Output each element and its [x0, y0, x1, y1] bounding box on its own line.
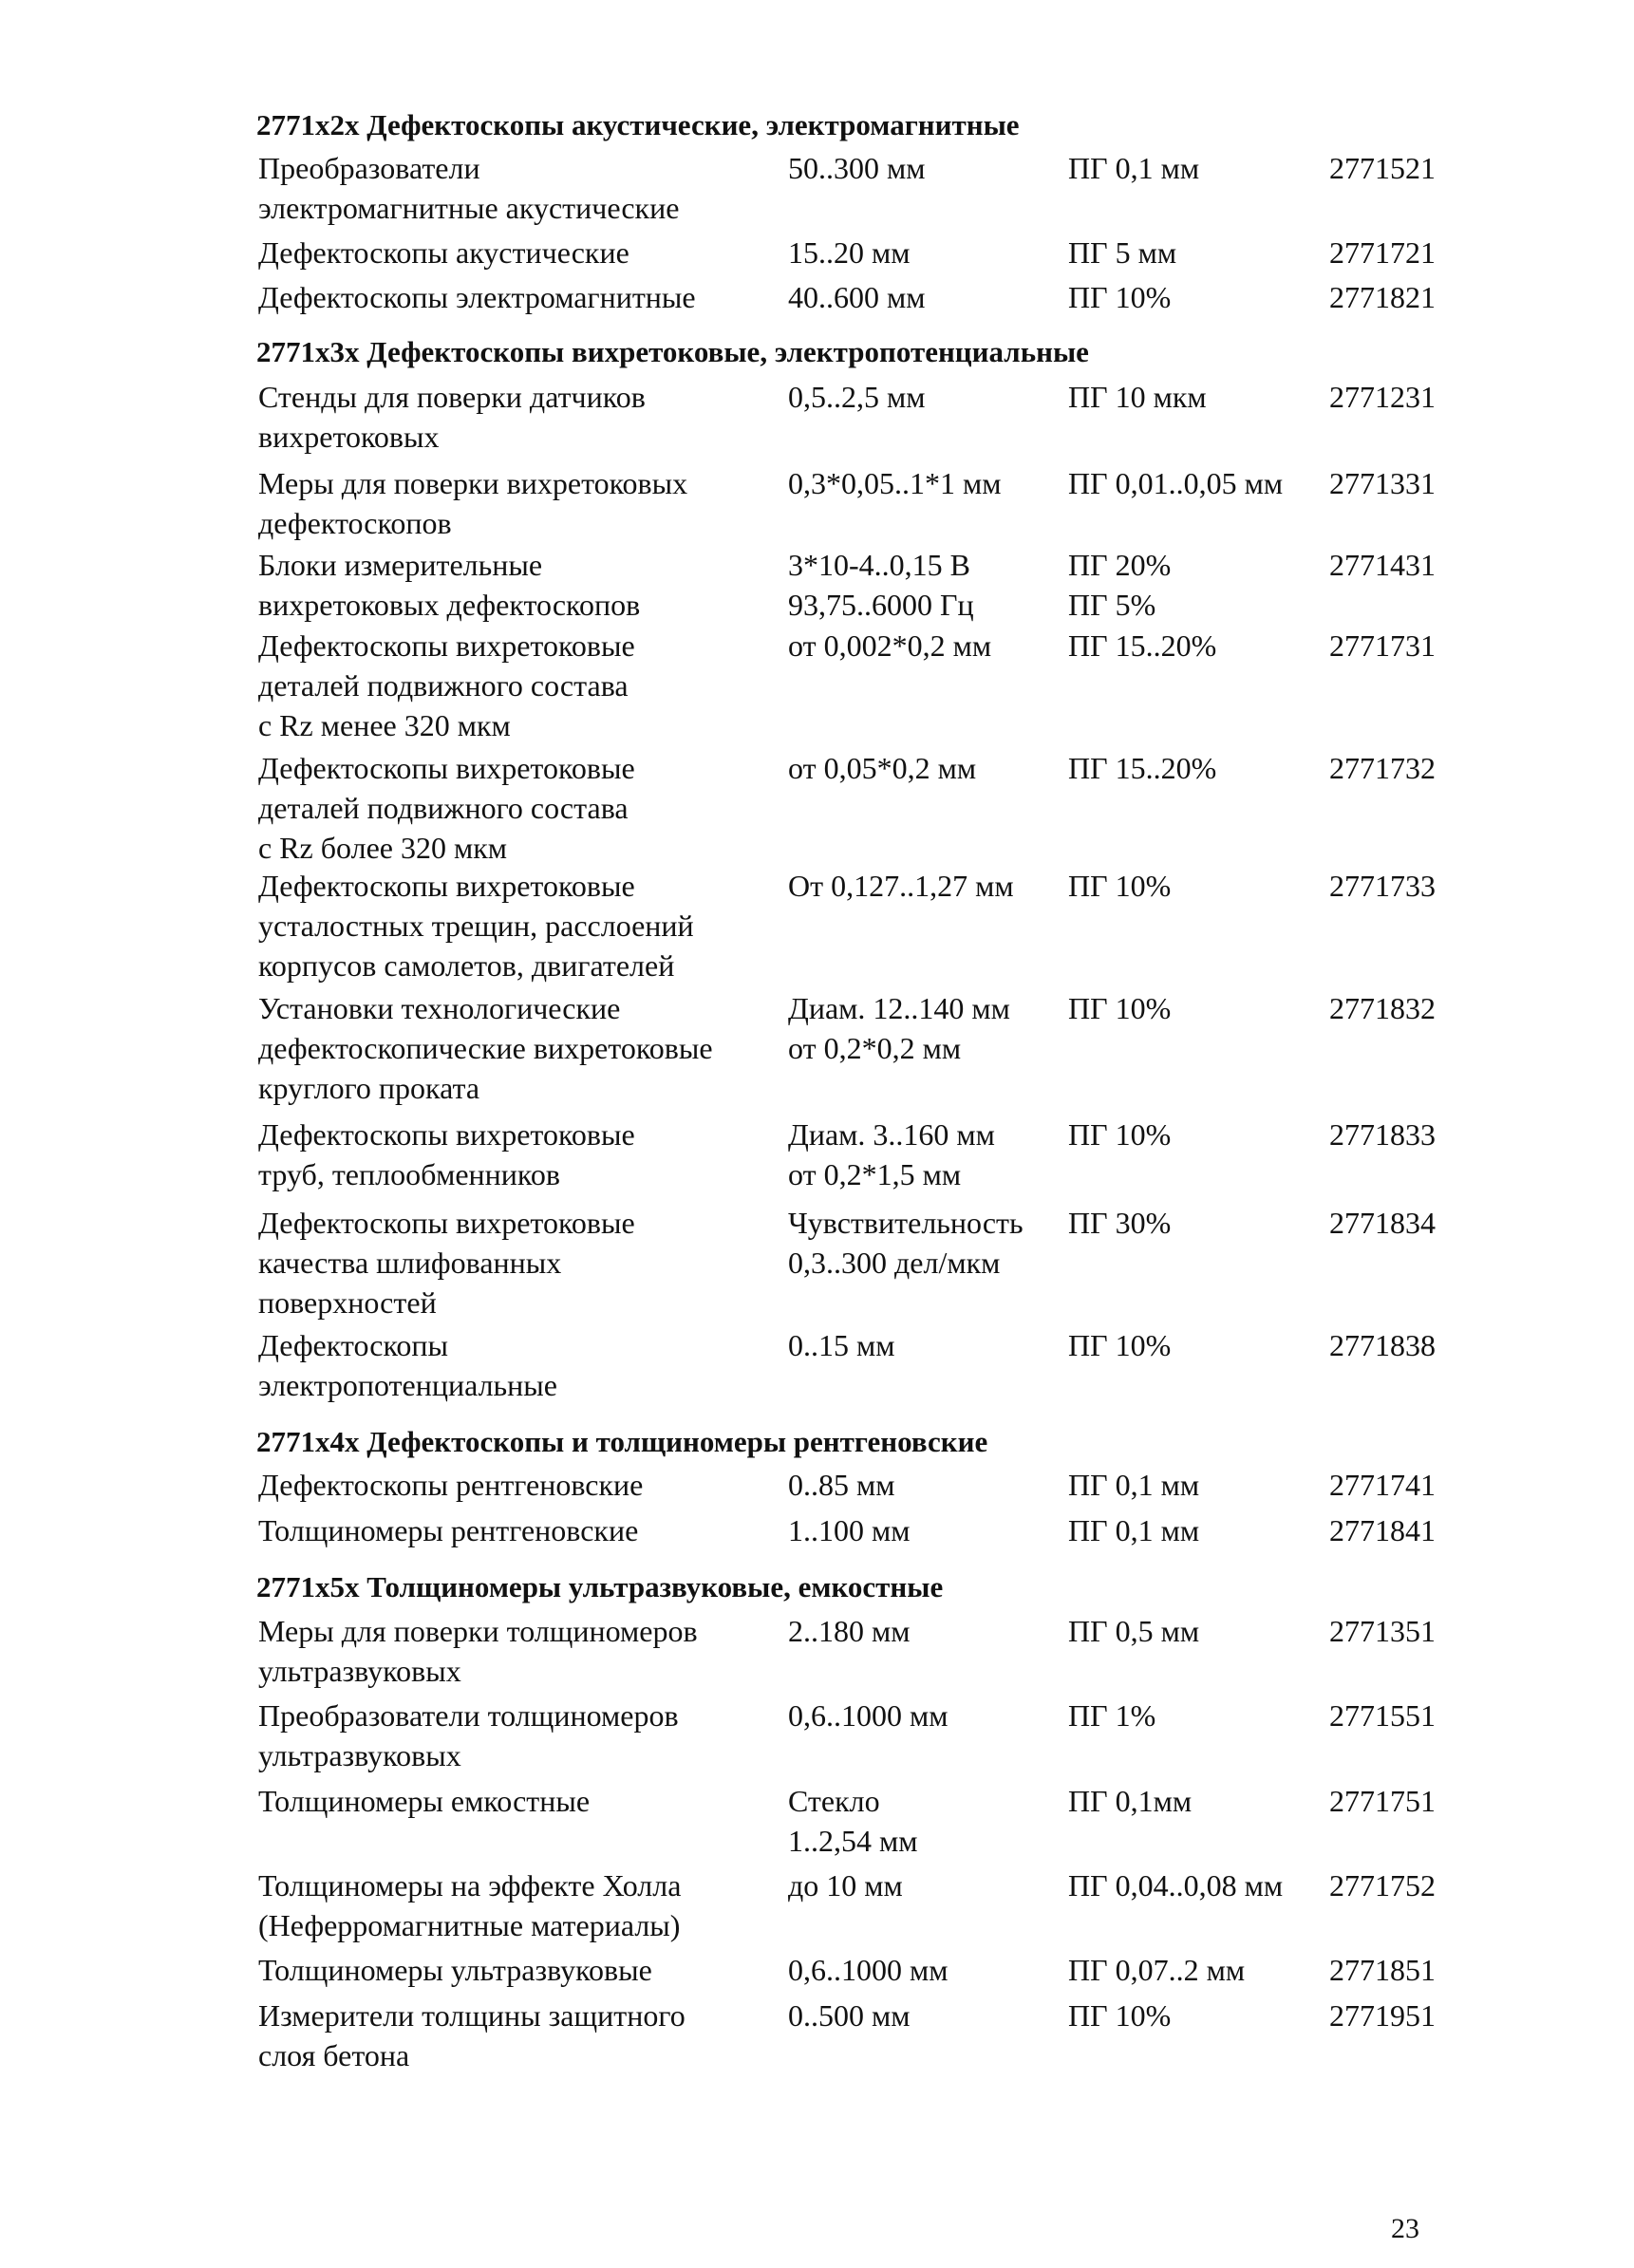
- device-name: Дефектоскопы вихретоковые усталостных трещин, расслоений корпусов самолетов, двигателей: [258, 869, 694, 983]
- accuracy: ПГ 0,1 мм: [1068, 1468, 1200, 1502]
- measurement-range: Диам. 3..160 мм от 0,2*1,5 мм: [788, 1117, 995, 1191]
- measurement-range: 0..500 мм: [788, 1998, 911, 2033]
- page-number: 23: [1391, 2213, 1419, 2244]
- device-name: Дефектоскопы вихретоковые труб, теплообменников: [258, 1117, 635, 1191]
- measurement-range: 1..100 мм: [788, 1513, 911, 1547]
- device-name: Дефектоскопы вихретоковые деталей подвижного состава с Rz менее 320 мкм: [258, 628, 635, 742]
- accuracy: ПГ 0,1 мм: [1068, 151, 1200, 185]
- measurement-range: 50..300 мм: [788, 151, 926, 185]
- code: 2771431: [1329, 548, 1436, 582]
- measurement-range: 0,6..1000 мм: [788, 1698, 948, 1733]
- section-heading: 2771x3x Дефектоскопы вихретоковые, электропотенциальные: [256, 335, 1089, 368]
- device-name: Дефектоскопы рентгеновские: [258, 1468, 644, 1502]
- device-name: Дефектоскопы вихретоковые деталей подвижного состава с Rz более 320 мкм: [258, 751, 635, 865]
- accuracy: ПГ 10%: [1068, 1998, 1172, 2033]
- code: 2771231: [1329, 380, 1436, 414]
- code: 2771834: [1329, 1206, 1436, 1240]
- device-name: Меры для поверки толщиномеров ультразвуковых: [258, 1614, 698, 1688]
- code: 2771752: [1329, 1868, 1436, 1902]
- device-name: Измерители толщины защитного слоя бетона: [258, 1998, 686, 2072]
- code: 2771833: [1329, 1117, 1436, 1152]
- code: 2771821: [1329, 280, 1436, 314]
- accuracy: ПГ 5 мм: [1068, 235, 1177, 270]
- code: 2771838: [1329, 1328, 1436, 1362]
- device-name: Преобразователи толщиномеров ультразвуковых: [258, 1698, 679, 1772]
- accuracy: ПГ 20% ПГ 5%: [1068, 548, 1172, 622]
- accuracy: ПГ 10%: [1068, 280, 1172, 314]
- section-heading: 2771x4x Дефектоскопы и толщиномеры рентгеновские: [256, 1425, 988, 1458]
- measurement-range: до 10 мм: [788, 1868, 903, 1902]
- code: 2771741: [1329, 1468, 1436, 1502]
- accuracy: ПГ 15..20%: [1068, 751, 1217, 785]
- measurement-range: 15..20 мм: [788, 235, 911, 270]
- accuracy: ПГ 0,07..2 мм: [1068, 1953, 1246, 1987]
- section-heading: 2771x5x Толщиномеры ультразвуковые, емкостные: [256, 1570, 944, 1603]
- code: 2771951: [1329, 1998, 1436, 2033]
- code: 2771351: [1329, 1614, 1436, 1648]
- accuracy: ПГ 15..20%: [1068, 628, 1217, 663]
- accuracy: ПГ 0,04..0,08 мм: [1068, 1868, 1284, 1902]
- device-name: Дефектоскопы электромагнитные: [258, 280, 696, 314]
- code: 2771851: [1329, 1953, 1436, 1987]
- measurement-range: 0,5..2,5 мм: [788, 380, 926, 414]
- code: 2771841: [1329, 1513, 1436, 1547]
- accuracy: ПГ 0,5 мм: [1068, 1614, 1200, 1648]
- measurement-range: от 0,002*0,2 мм: [788, 628, 992, 663]
- accuracy: ПГ 0,1 мм: [1068, 1513, 1200, 1547]
- code: 2771732: [1329, 751, 1436, 785]
- device-name: Толщиномеры на эффекте Холла (Неферромагнитные материалы): [258, 1868, 682, 1942]
- accuracy: ПГ 10%: [1068, 991, 1172, 1025]
- measurement-range: 3*10-4..0,15 В 93,75..6000 Гц: [788, 548, 974, 622]
- accuracy: ПГ 1%: [1068, 1698, 1156, 1733]
- device-name: Меры для поверки вихретоковых дефектоскопов: [258, 466, 688, 540]
- measurement-range: 40..600 мм: [788, 280, 926, 314]
- accuracy: ПГ 10 мкм: [1068, 380, 1207, 414]
- device-name: Толщиномеры емкостные: [258, 1784, 591, 1818]
- accuracy: ПГ 0,01..0,05 мм: [1068, 466, 1284, 500]
- code: 2771331: [1329, 466, 1436, 500]
- measurement-range: 2..180 мм: [788, 1614, 911, 1648]
- code: 2771751: [1329, 1784, 1436, 1818]
- measurement-range: 0..15 мм: [788, 1328, 895, 1362]
- accuracy: ПГ 10%: [1068, 1328, 1172, 1362]
- device-name: Стенды для поверки датчиков вихретоковых: [258, 380, 646, 454]
- device-name: Дефектоскопы акустические: [258, 235, 629, 270]
- code: 2771521: [1329, 151, 1436, 185]
- measurement-range: от 0,05*0,2 мм: [788, 751, 977, 785]
- code: 2771721: [1329, 235, 1436, 270]
- section-heading: 2771x2x Дефектоскопы акустические, электромагнитные: [256, 108, 1020, 141]
- device-name: Преобразователи электромагнитные акустические: [258, 151, 680, 225]
- code: 2771731: [1329, 628, 1436, 663]
- device-name: Дефектоскопы электропотенциальные: [258, 1328, 557, 1402]
- measurement-range: Диам. 12..140 мм от 0,2*0,2 мм: [788, 991, 1010, 1065]
- device-name: Дефектоскопы вихретоковые качества шлифованных поверхностей: [258, 1206, 635, 1320]
- code: 2771551: [1329, 1698, 1436, 1733]
- device-name: Блоки измерительные вихретоковых дефектоскопов: [258, 548, 641, 622]
- accuracy: ПГ 10%: [1068, 1117, 1172, 1152]
- measurement-range: Стекло 1..2,54 мм: [788, 1784, 918, 1858]
- device-name: Установки технологические дефектоскопические вихретоковые круглого проката: [258, 991, 713, 1105]
- measurement-range: 0..85 мм: [788, 1468, 895, 1502]
- device-name: Толщиномеры рентгеновские: [258, 1513, 639, 1547]
- code: 2771832: [1329, 991, 1436, 1025]
- accuracy: ПГ 0,1мм: [1068, 1784, 1193, 1818]
- measurement-range: 0,3*0,05..1*1 мм: [788, 466, 1002, 500]
- code: 2771733: [1329, 869, 1436, 903]
- measurement-range: Чувствительность 0,3..300 дел/мкм: [788, 1206, 1024, 1280]
- accuracy: ПГ 10%: [1068, 869, 1172, 903]
- measurement-range: От 0,127..1,27 мм: [788, 869, 1014, 903]
- accuracy: ПГ 30%: [1068, 1206, 1172, 1240]
- measurement-range: 0,6..1000 мм: [788, 1953, 948, 1987]
- device-name: Толщиномеры ультразвуковые: [258, 1953, 652, 1987]
